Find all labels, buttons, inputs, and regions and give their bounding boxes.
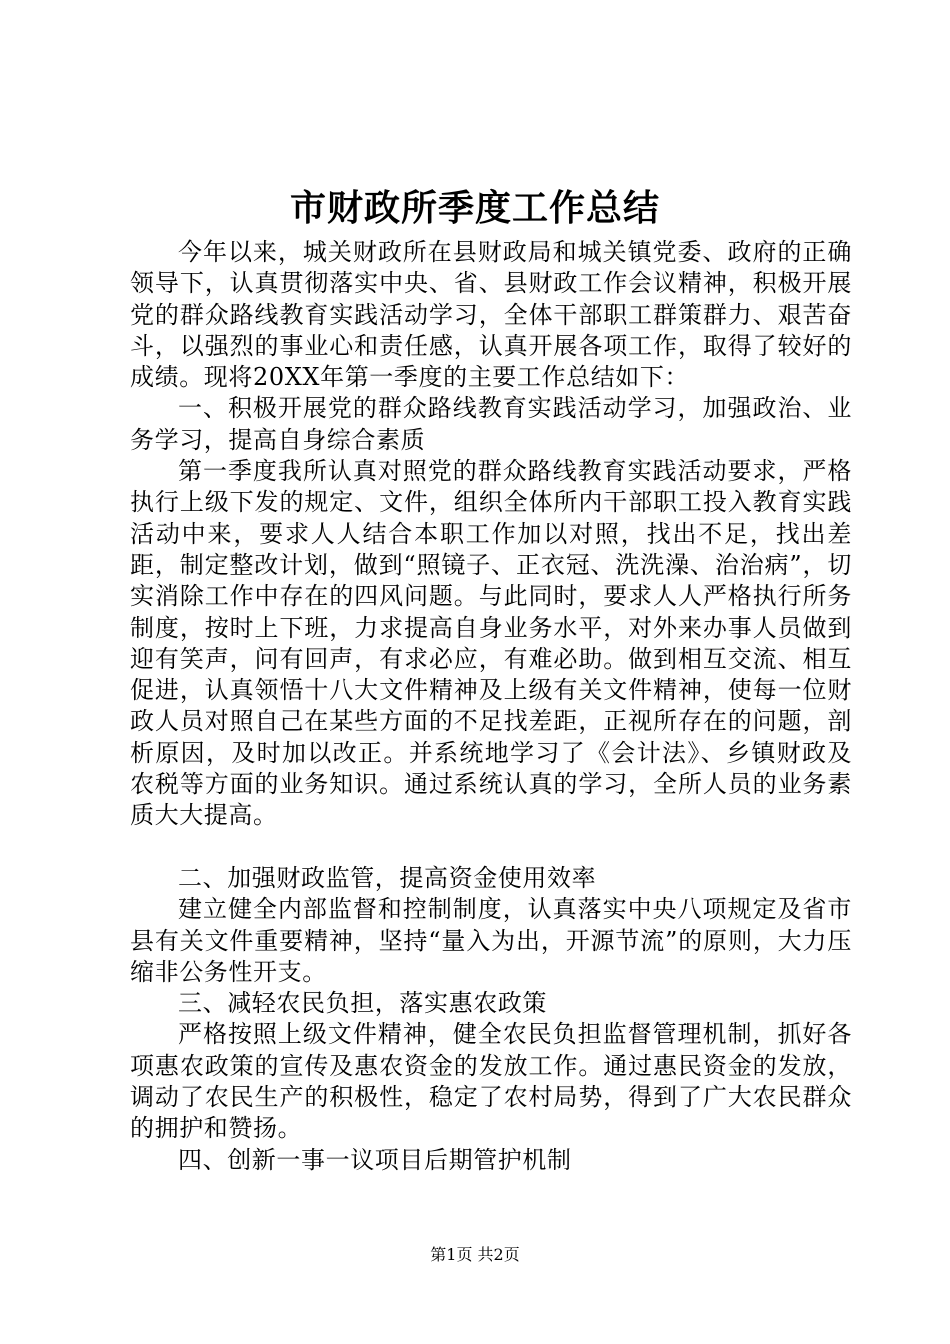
paragraph-section-1: 第一季度我所认真对照党的群众路线教育实践活动要求，严格执行上级下发的规定、文件，组织全体所内干部职工投入教育实践活动中来，要求人人结合本职工作加以对照，找出不足，找出差距，制定整改计划，做到“照镜子、正衣冠、洗洗澡、治治病”，切实消除工作中存在的四风问题。与此同时，要求人人严格执行所务制度，按时上下班，力求提高自身业务水平，对外来办事人员做到迎有笑声，问有回声，有求必应，有难必助。做到相互交流、相互促进，认真领悟十八大文件精神及上级有关文件精神，使每一位财政人员对照自己在某些方面的不足找差距，正视所存在的问题，剖析原因，及时加以改正。并系统地学习了《会计法》、乡镇财政及农税等方面的业务知识。通过系统认真的学习，全所人员的业务素质大大提高。 (130, 457, 852, 830)
blank-line (130, 832, 852, 863)
heading-section-4: 四、创新一事一议项目后期管护机制 (178, 1145, 572, 1174)
paragraph-section-2: 建立健全内部监督和控制制度，认真落实中央八项规定及省市县有关文件重要精神，坚持“量入为出，开源节流”的原则，大力压缩非公务性开支。 (130, 895, 852, 986)
document-title: 市财政所季度工作总结 (289, 187, 660, 229)
page-number: 第1页 共2页 (430, 1245, 520, 1264)
paragraph-intro: 今年以来，城关财政所在县财政局和城关镇党委、政府的正确领导下，认真贯彻落实中央、省、县财政工作会议精神，积极开展党的群众路线教育实践活动学习，全体干部职工群策群力、艰苦奋斗，以强烈的事业心和责任感，认真开展各项工作，取得了较好的成绩。现将20XX年第一季度的主要工作总结如下： (130, 238, 852, 392)
heading-section-3: 三、减轻农民负担，落实惠农政策 (178, 989, 547, 1018)
heading-section-1: 一、积极开展党的群众路线教育实践活动学习，加强政治、业务学习，提高自身综合素质 (130, 394, 852, 454)
paragraph-section-3: 严格按照上级文件精神，健全农民负担监督管理机制，抓好各项惠农政策的宣传及惠农资金的发放工作。通过惠民资金的发放，调动了农民生产的积极性，稳定了农村局势，得到了广大农民群众的拥护和赞扬。 (130, 1020, 852, 1143)
document-body (130, 237, 852, 1176)
heading-section-2: 二、加强财政监管，提高资金使用效率 (178, 863, 597, 892)
